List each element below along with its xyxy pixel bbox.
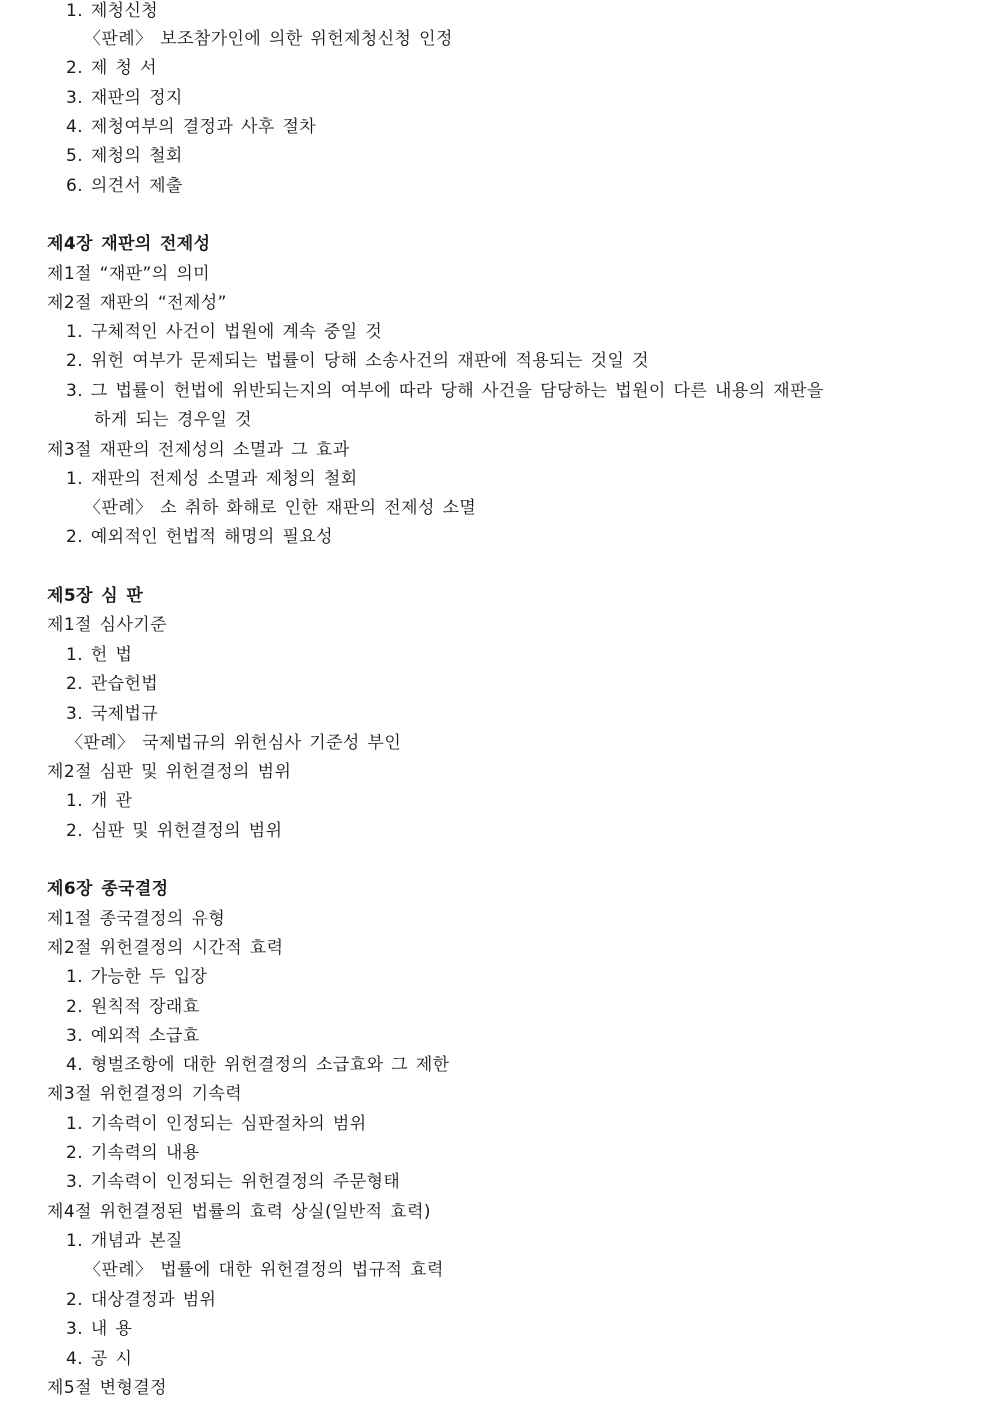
list-item: 2. 원칙적 장래효 bbox=[66, 997, 200, 1017]
section-heading: 제3절 위헌결정의 기속력 bbox=[47, 1084, 243, 1104]
list-item: 3. 재판의 정지 bbox=[66, 88, 183, 108]
list-item: 2. 심판 및 위헌결정의 범위 bbox=[66, 821, 283, 841]
section-heading: 제5절 변형결정 bbox=[47, 1378, 167, 1398]
list-item: 1. 재판의 전제성 소멸과 제청의 철회 bbox=[66, 469, 358, 489]
list-item: 4. 공 시 bbox=[66, 1349, 133, 1369]
list-item: 1. 개념과 본질 bbox=[66, 1231, 183, 1251]
section-heading: 제2절 심판 및 위헌결정의 범위 bbox=[47, 762, 292, 782]
list-item: 2. 기속력의 내용 bbox=[66, 1143, 200, 1163]
list-item: 2. 예외적인 헌법적 해명의 필요성 bbox=[66, 527, 333, 547]
list-item-continuation: 하게 되는 경우일 것 bbox=[94, 410, 252, 430]
section-heading: 제2절 위헌결정의 시간적 효력 bbox=[47, 938, 284, 958]
list-item: 3. 기속력이 인정되는 위헌결정의 주문형태 bbox=[66, 1172, 401, 1192]
list-item: 1. 기속력이 인정되는 심판절차의 범위 bbox=[66, 1114, 367, 1134]
section-heading: 제1절 “재판”의 의미 bbox=[47, 264, 210, 284]
list-item: 3. 내 용 bbox=[66, 1319, 133, 1339]
case-note: 〈판례〉 소 취하 화해로 인한 재판의 전제성 소멸 bbox=[84, 498, 477, 518]
list-item: 4. 제청여부의 결정과 사후 절차 bbox=[66, 117, 317, 137]
chapter-heading: 제6장 종국결정 bbox=[47, 879, 169, 899]
list-item: 3. 예외적 소급효 bbox=[66, 1026, 200, 1046]
chapter-heading: 제4장 재판의 전제성 bbox=[47, 234, 211, 254]
list-item: 1. 구체적인 사건이 법원에 계속 중일 것 bbox=[66, 322, 383, 342]
list-item: 1. 헌 법 bbox=[66, 645, 133, 665]
list-item: 5. 제청의 철회 bbox=[66, 146, 183, 166]
case-note: 〈판례〉 법률에 대한 위헌결정의 법규적 효력 bbox=[84, 1260, 444, 1280]
list-item: 3. 그 법률이 헌법에 위반되는지의 여부에 따라 당해 사건을 담당하는 법원이 다른 내용의 재판을 bbox=[66, 381, 824, 401]
section-heading: 제1절 종국결정의 유형 bbox=[47, 909, 226, 929]
case-note: 〈판례〉 국제법규의 위헌심사 기준성 부인 bbox=[66, 733, 402, 753]
list-item: 2. 관습헌법 bbox=[66, 674, 159, 694]
list-item: 1. 가능한 두 입장 bbox=[66, 967, 208, 987]
chapter-heading: 제5장 심 판 bbox=[47, 586, 144, 606]
list-item: 2. 대상결정과 범위 bbox=[66, 1290, 217, 1310]
section-heading: 제1절 심사기준 bbox=[47, 615, 167, 635]
list-item: 1. 제청신청 bbox=[66, 1, 159, 21]
case-note: 〈판례〉 보조참가인에 의한 위헌제청신청 인정 bbox=[84, 29, 453, 49]
section-heading: 제2절 재판의 “전제성” bbox=[47, 293, 227, 313]
list-item: 1. 개 관 bbox=[66, 791, 133, 811]
section-heading: 제3절 재판의 전제성의 소멸과 그 효과 bbox=[47, 440, 350, 460]
list-item: 2. 위헌 여부가 문제되는 법률이 당해 소송사건의 재판에 적용되는 것일 것 bbox=[66, 351, 649, 371]
list-item: 6. 의견서 제출 bbox=[66, 176, 183, 196]
list-item: 2. 제 청 서 bbox=[66, 58, 157, 78]
list-item: 4. 형벌조항에 대한 위헌결정의 소급효와 그 제한 bbox=[66, 1055, 450, 1075]
section-heading: 제4절 위헌결정된 법률의 효력 상실(일반적 효력) bbox=[47, 1202, 431, 1222]
list-item: 3. 국제법규 bbox=[66, 704, 159, 724]
